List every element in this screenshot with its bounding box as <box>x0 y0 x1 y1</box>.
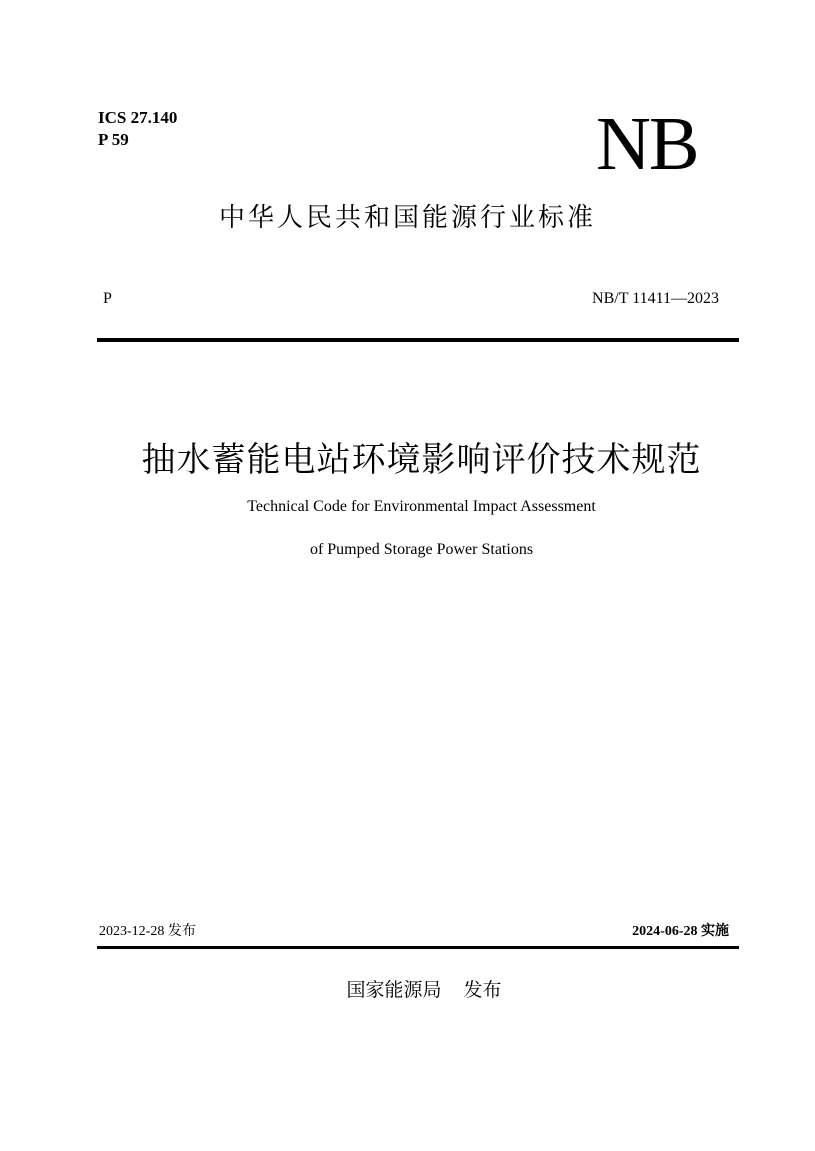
ccs-code: P 59 <box>98 130 129 149</box>
publisher-action: 发布 <box>463 979 502 1001</box>
document-title-chinese: 抽水蓄能电站环境影响评价技术规范 <box>141 440 702 480</box>
document-title-english-line1: Technical Code for Environmental Impact Assessment <box>247 498 596 515</box>
industry-standard-title: 中华人民共和国能源行业标准 <box>218 203 596 233</box>
top-divider <box>97 338 739 342</box>
publisher-line <box>0 975 815 1002</box>
implementation-date: 2024-06-28 实施 <box>632 924 729 939</box>
ics-code: ICS 27.140 <box>98 108 178 127</box>
document-title-english-line2: of Pumped Storage Power Stations <box>309 541 534 558</box>
bottom-divider <box>97 946 739 949</box>
standard-number: NB/T 11411—2023 <box>592 290 719 307</box>
issue-date: 2023-12-28 发布 <box>99 924 196 939</box>
publisher-name: 国家能源局 <box>346 979 442 1001</box>
category-letter: P <box>103 290 112 307</box>
ics-block <box>98 107 177 151</box>
nb-logo: NB <box>596 102 698 186</box>
